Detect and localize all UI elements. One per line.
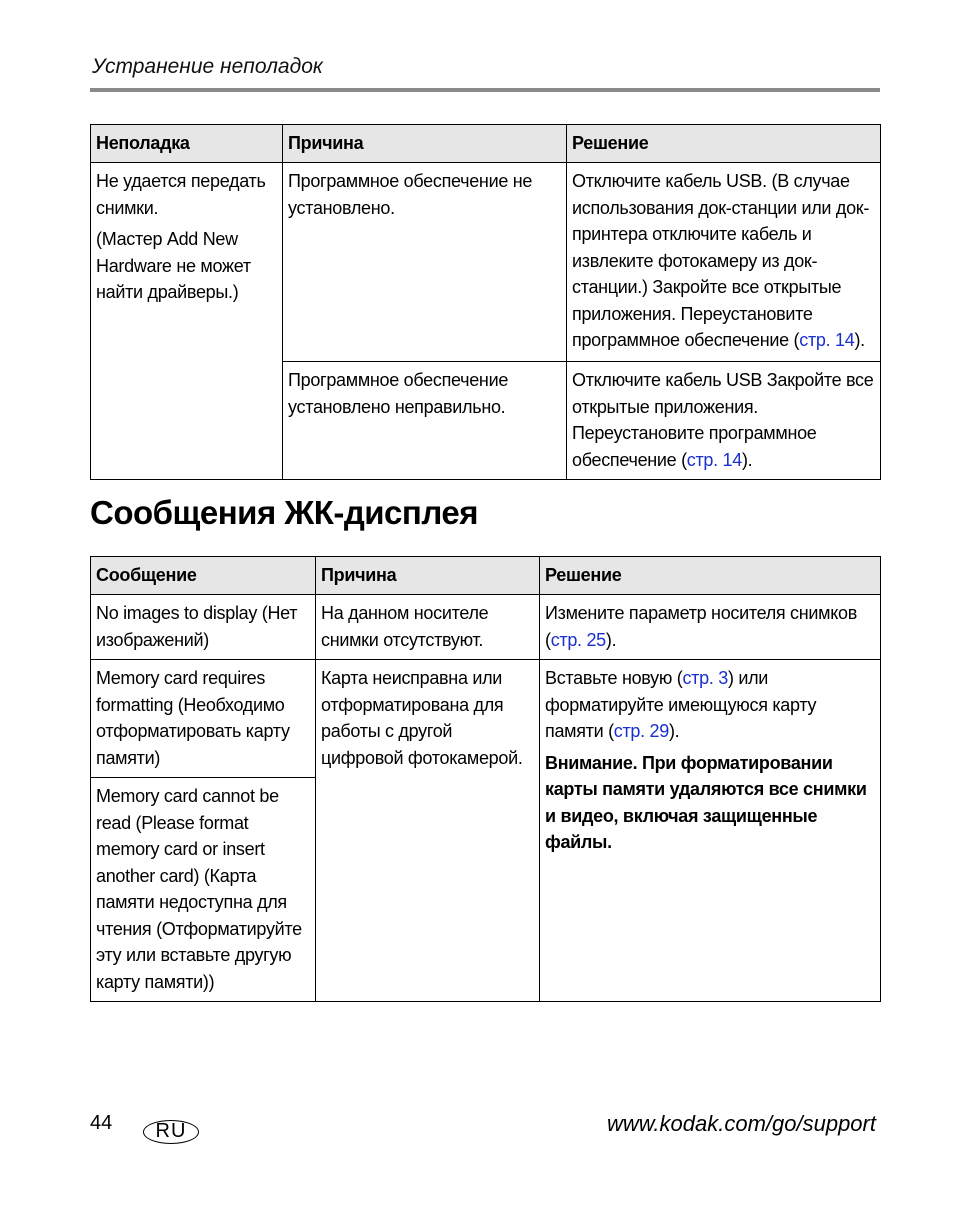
solution-text-end: ). (605, 629, 617, 650)
cause-text: Программное обеспечение установлено неправильно. (288, 370, 509, 417)
table-header-row (91, 125, 881, 163)
column-header-problem: Неполадка (91, 125, 283, 163)
message-text: Memory card requires formatting (Необходимо отформатировать карту памяти) (96, 668, 290, 768)
solution-text: Измените параметр носителя снимков ( (545, 603, 857, 650)
solution-text (545, 665, 875, 745)
solution-text-end: ). (854, 330, 865, 350)
section-title: Сообщения ЖК-дисплея (90, 494, 478, 531)
header-divider (90, 88, 880, 92)
solution-cell (540, 595, 881, 660)
cause-cell (283, 163, 567, 362)
problem-cell (91, 163, 283, 480)
message-cell (91, 660, 316, 778)
solution-cell (567, 362, 881, 480)
page-number: 44 (90, 1112, 113, 1134)
cause-text: Программное обеспечение не установлено. (288, 171, 533, 218)
lcd-messages-table (90, 556, 881, 1002)
column-header-solution: Решение (540, 557, 881, 595)
table-row (91, 163, 881, 362)
column-header-cause: Причина (283, 125, 567, 163)
solution-text-start: Вставьте новую ( (545, 668, 683, 688)
page-link[interactable]: стр. 3 (682, 668, 728, 688)
solution-cell (567, 163, 881, 362)
problem-text: Не удается передать снимки. (96, 171, 266, 218)
solution-text-end: ). (668, 721, 680, 741)
column-header-cause: Причина (316, 557, 540, 595)
problem-note: (Мастер Add New Hardware не может найти драйверы.) (96, 229, 251, 302)
solution-text-middle: ) или форматируйте имеющуюся карту памяти ( (545, 668, 817, 741)
solution-text: Отключите кабель USB. (В случае использования док-станции или док-принтера отключите кабель и извлеките фотокамеру из док-станции.) Закройте все открытые приложения. Переустановите программное обеспечение ( (572, 171, 870, 350)
warning-text: Внимание. При форматировании карты памяти удаляются все снимки и видео, включая защищенные файлы. (545, 752, 867, 852)
cause-cell (316, 595, 540, 660)
page-header-title: Устранение неполадок (92, 55, 323, 78)
column-header-message: Сообщение (91, 557, 316, 595)
solution-text-end: ). (741, 449, 753, 470)
support-url[interactable]: www.kodak.com/go/support (606, 1111, 876, 1136)
page-link[interactable]: стр. 14 (686, 449, 742, 470)
message-text: No images to display (Нет изображений) (96, 603, 298, 650)
cause-text: На данном носителе снимки отсутствуют. (321, 603, 489, 650)
troubleshooting-table (90, 124, 881, 480)
cause-cell (283, 362, 567, 480)
language-badge: RU (143, 1120, 199, 1144)
message-text: Memory card cannot be read (Please format memory card or insert another card) (Карта памяти недоступна для чтения (Отформатируйте эту или вставьте другую карту памяти)) (96, 786, 302, 992)
table-header-row (91, 557, 881, 595)
message-cell (91, 778, 316, 1002)
page-link[interactable]: стр. 14 (799, 330, 855, 350)
table-row (91, 595, 881, 660)
cause-cell (316, 660, 540, 1002)
message-cell (91, 595, 316, 660)
page-link[interactable]: стр. 29 (613, 721, 669, 741)
table-row (91, 660, 881, 778)
solution-cell (540, 660, 881, 1002)
column-header-solution: Решение (567, 125, 881, 163)
solution-text: Отключите кабель USB Закройте все открытые приложения. Переустановите программное обеспечение ( (572, 370, 874, 470)
cause-text: Карта неисправна или отформатирована для работы с другой цифровой фотокамерой. (321, 668, 523, 768)
page-link[interactable]: стр. 25 (550, 629, 606, 650)
